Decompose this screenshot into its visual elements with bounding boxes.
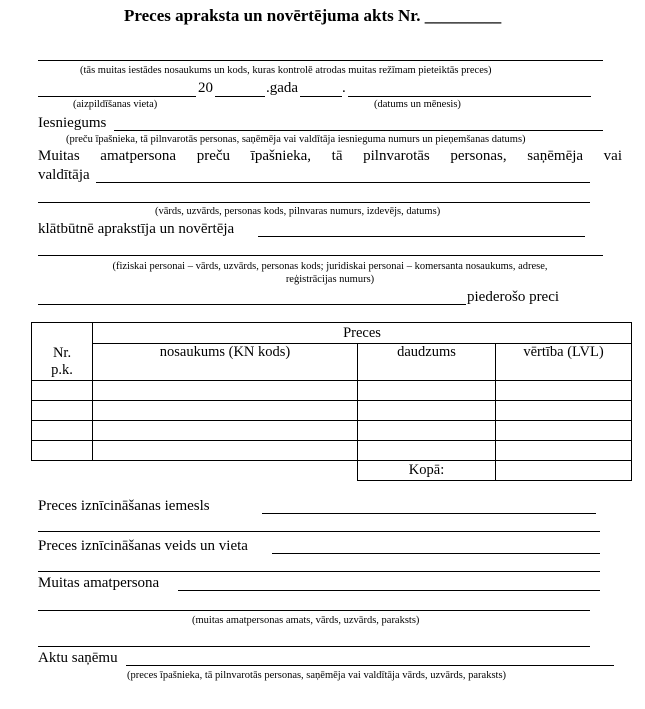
customs-officer-label: Muitas amatpersona [38,575,160,591]
belonging-line[interactable] [38,304,466,305]
cell-name[interactable] [93,441,358,461]
goods-table [31,322,632,481]
owner-line-2[interactable] [38,202,590,203]
received-label: Aktu saņēmu [38,650,118,666]
officer-text-line2: valdītāja [38,167,90,183]
presence-caption-1: (fiziskai personai – vārds, uzvārds, personas kods; juridiskai personai – komersanta nosaukums, adrese, [112,261,548,272]
customs-office-line[interactable] [38,60,603,61]
customs-officer-line-1[interactable] [178,590,600,591]
total-row [32,461,632,481]
destruction-reason-line-1[interactable] [262,513,596,514]
year-prefix: 20 [198,80,213,96]
customs-officer-caption: (muitas amatpersonas amats, vārds, uzvārds, paraksts) [192,615,420,626]
presence-label: klātbūtnē aprakstīja un novērtēja [38,221,235,237]
col-name-header: nosaukums (KN kods) [93,344,358,381]
submission-label: Iesniegums [38,115,107,131]
place-line[interactable] [38,96,196,97]
cell-qty[interactable] [358,381,496,401]
received-line[interactable] [126,665,614,666]
cell-nr[interactable] [32,401,93,421]
table-row [32,401,632,421]
total-value-cell[interactable] [496,461,632,481]
owner-caption: (vārds, uzvārds, personas kods, pilnvaras numurs, izdevējs, datums) [155,206,441,217]
submission-caption: (preču īpašnieka, tā pilnvarotās personas, saņēmēja vai valdītāja iesnieguma numurs un pieņemšanas datums) [66,134,526,145]
cell-value[interactable] [496,421,632,441]
customs-officer-line-2[interactable] [38,610,590,611]
destruction-reason-label: Preces iznīcināšanas iemesls [38,498,210,514]
cell-qty[interactable] [358,421,496,441]
destruction-method-line-2[interactable] [38,571,600,572]
cell-nr[interactable] [32,421,93,441]
cell-value[interactable] [496,401,632,421]
cell-value[interactable] [496,441,632,461]
col-qty-header: daudzums [358,344,496,381]
cell-nr[interactable] [32,381,93,401]
col-value-header: vērtība (LVL) [496,344,632,381]
date-month-line[interactable] [348,96,591,97]
place-caption: (aizpildīšanas vieta) [73,99,158,110]
table-row [32,381,632,401]
presence-line-2[interactable] [38,255,603,256]
col-nr-header: Nr. p.k. [32,323,93,381]
submission-line[interactable] [114,130,603,131]
year-suffix: .gada [266,80,299,96]
date-caption: (datums un mēnesis) [374,99,461,110]
cell-qty[interactable] [358,441,496,461]
total-label: Kopā: [358,461,496,481]
cell-nr[interactable] [32,441,93,461]
cell-value[interactable] [496,381,632,401]
destruction-reason-line-2[interactable] [38,531,600,532]
cell-qty[interactable] [358,401,496,421]
cell-name[interactable] [93,401,358,421]
destruction-method-label: Preces iznīcināšanas veids un vieta [38,538,248,554]
customs-office-caption: (tās muitas iestādes nosaukums un kods, kuras kontrolē atrodas muitas režīmam pieteiktās preces) [80,65,492,76]
document-title: Preces apraksta un novērtējuma akts Nr. _________ [124,6,502,25]
presence-caption-2: reģistrācijas numurs) [285,274,375,285]
officer-text-line1: Muitas amatpersona preču īpašnieka, tā pilnvarotās personas, saņēmēja vai [38,148,622,164]
cell-name[interactable] [93,381,358,401]
cell-name[interactable] [93,421,358,441]
presence-line-1[interactable] [258,236,585,237]
year-line[interactable] [215,96,265,97]
destruction-method-line-1[interactable] [272,553,600,554]
table-row [32,441,632,461]
goods-group-header: Preces [93,323,632,344]
date-dot: . [342,80,346,96]
day-line[interactable] [300,96,342,97]
owner-line-1[interactable] [96,182,590,183]
table-row [32,421,632,441]
blank-line[interactable] [38,646,590,647]
received-caption: (preces īpašnieka, tā pilnvarotās personas, saņēmēja vai valdītāja vārds, uzvārds, paraksts) [127,670,507,681]
belonging-label: piederošo preci [467,289,560,305]
